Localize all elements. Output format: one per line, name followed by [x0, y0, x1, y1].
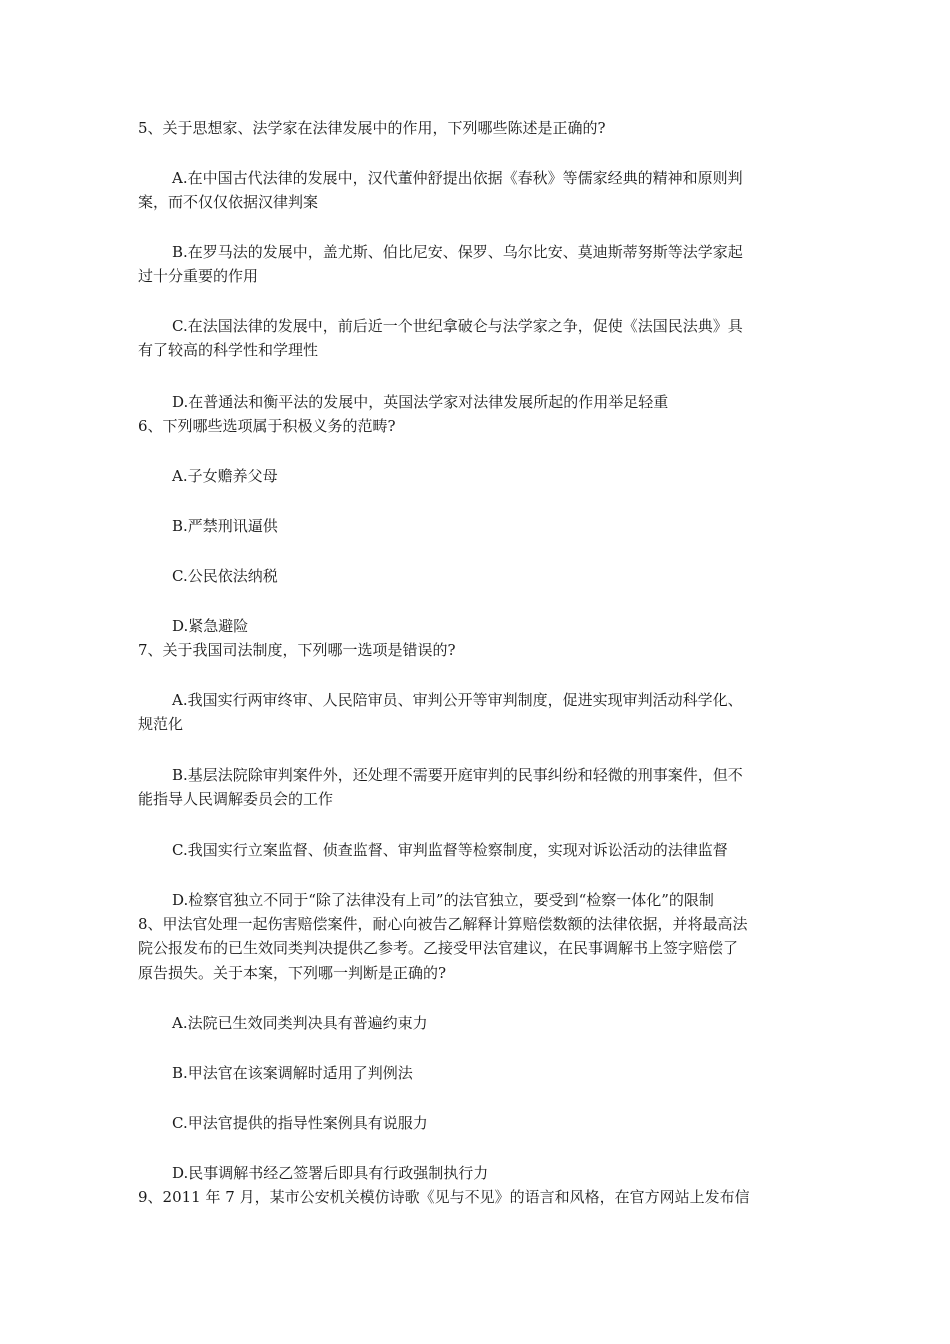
question-6-option-b: B.严禁刑讯逼供 [172, 517, 278, 535]
question-7-option-b-continuation: 能指导人民调解委员会的工作 [138, 790, 334, 808]
question-7-option-a: A.我国实行两审终审、人民陪审员、审判公开等审判制度，促进实现审判活动科学化、 [172, 691, 743, 709]
question-7-option-c: C.我国实行立案监督、侦查监督、审判监督等检察制度，实现对诉讼活动的法律监督 [172, 841, 728, 859]
question-5-option-d: D.在普通法和衡平法的发展中，英国法学家对法律发展所起的作用举足轻重 [172, 393, 669, 411]
question-8-stem-line-3: 原告损失。关于本案，下列哪一判断是正确的? [138, 964, 447, 982]
question-8-option-b: B.甲法官在该案调解时适用了判例法 [172, 1064, 413, 1082]
question-5-option-b: B.在罗马法的发展中，盖尤斯、伯比尼安、保罗、乌尔比安、莫迪斯蒂努斯等法学家起 [172, 243, 743, 261]
question-5-option-a-continuation: 案，而不仅仅依据汉律判案 [138, 193, 319, 211]
question-7-stem: 7、关于我国司法制度，下列哪一选项是错误的? [138, 641, 456, 659]
question-7-option-a-continuation: 规范化 [138, 715, 184, 733]
question-8-stem-line-2: 院公报发布的已生效同类判决提供乙参考。乙接受甲法官建议，在民事调解书上签字赔偿了 [138, 939, 739, 957]
question-7-option-d: D.检察官独立不同于“除了法律没有上司”的法官独立，要受到“检察一体化”的限制 [172, 891, 714, 909]
question-5-option-c: C.在法国法律的发展中，前后近一个世纪拿破仑与法学家之争，促使《法国民法典》具 [172, 317, 743, 335]
question-6-stem: 6、下列哪些选项属于积极义务的范畴? [138, 417, 396, 435]
question-6-option-d: D.紧急避险 [172, 617, 249, 635]
question-9-stem: 9、2011 年 7 月，某市公安机关模仿诗歌《见与不见》的语言和风格，在官方网站上发布信 [138, 1188, 750, 1206]
question-8-stem-line-1: 8、甲法官处理一起伤害赔偿案件，耐心向被告乙解释计算赔偿数额的法律依据，并将最高法 [138, 915, 748, 933]
question-8-option-c: C.甲法官提供的指导性案例具有说服力 [172, 1114, 428, 1132]
question-6-option-a: A.子女赡养父母 [172, 467, 278, 485]
question-8-option-a: A.法院已生效同类判决具有普遍约束力 [172, 1014, 428, 1032]
question-6-option-c: C.公民依法纳税 [172, 567, 278, 585]
question-5-option-a: A.在中国古代法律的发展中，汉代董仲舒提出依据《春秋》等儒家经典的精神和原则判 [172, 169, 743, 187]
question-5-option-c-continuation: 有了较高的科学性和学理性 [138, 341, 319, 359]
question-5-stem: 5、关于思想家、法学家在法律发展中的作用，下列哪些陈述是正确的? [138, 119, 606, 137]
question-8-option-d: D.民事调解书经乙签署后即具有行政强制执行力 [172, 1164, 489, 1182]
question-7-option-b: B.基层法院除审判案件外，还处理不需要开庭审判的民事纠纷和轻微的刑事案件，但不 [172, 766, 743, 784]
question-5-option-b-continuation: 过十分重要的作用 [138, 267, 259, 285]
